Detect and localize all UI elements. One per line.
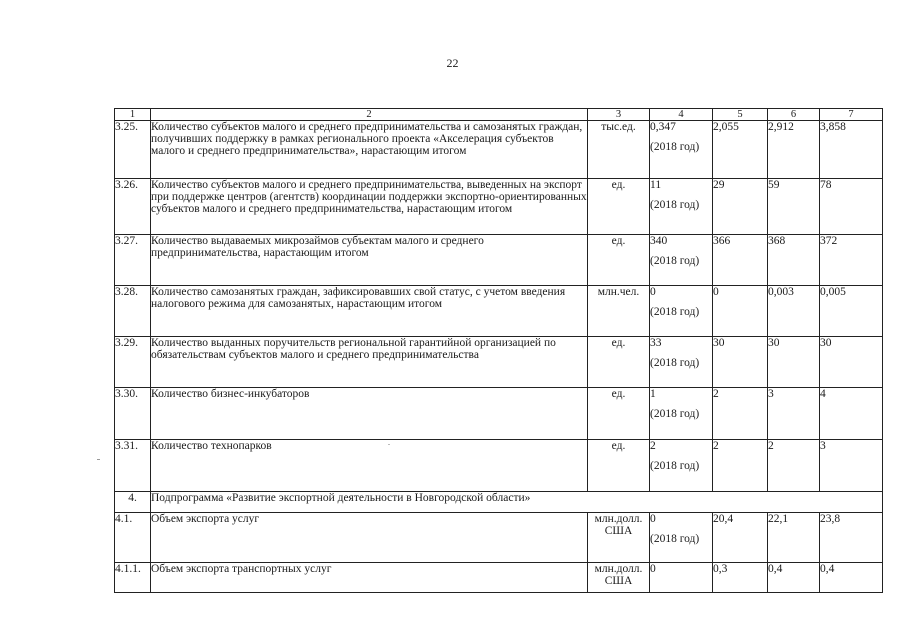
base-year: (2018 год)	[650, 141, 700, 153]
value-col6: 3	[768, 388, 820, 440]
value-col7: 0,4	[820, 563, 883, 593]
base-year: (2018 год)	[650, 460, 700, 472]
base-value-cell	[650, 179, 713, 235]
value-col7: 0,005	[820, 286, 883, 337]
value-col7: 4	[820, 388, 883, 440]
column-number: 4	[650, 109, 713, 121]
value-col5: 0	[713, 286, 768, 337]
row-number: 3.30.	[115, 388, 151, 440]
unit: ед.	[588, 440, 650, 492]
base-value: 340	[650, 235, 668, 247]
value-col5: 29	[713, 179, 768, 235]
table-row	[115, 440, 883, 492]
unit: ед.	[588, 179, 650, 235]
base-value: 0	[650, 513, 656, 525]
value-col7: 23,8	[820, 513, 883, 563]
base-value: 11	[650, 179, 662, 191]
base-year: (2018 год)	[650, 357, 700, 369]
base-value-cell	[650, 235, 713, 286]
base-value: 1	[650, 388, 656, 400]
value-col7: 3,858	[820, 121, 883, 179]
value-col7: 30	[820, 337, 883, 388]
row-number: 3.26.	[115, 179, 151, 235]
indicator-name: Количество субъектов малого и среднего предпринимательства, выведенных на экспорт при поддержке центров (агентств) координации поддержки экспортно-ориентированных субъектов малого и среднего предпринимательства, нарастающим итогом	[151, 179, 588, 235]
value-col6: 59	[768, 179, 820, 235]
indicator-name: Количество выдаваемых микрозаймов субъектам малого и среднего предпринимательства, нарастающим итогом	[151, 235, 588, 286]
row-number: 3.29.	[115, 337, 151, 388]
column-number: 3	[588, 109, 650, 121]
unit: млн.долл. США	[588, 563, 650, 593]
value-col5: 366	[713, 235, 768, 286]
value-col5: 30	[713, 337, 768, 388]
base-value-cell	[650, 513, 713, 563]
row-number: 4.1.	[115, 513, 151, 563]
row-number: 3.25.	[115, 121, 151, 179]
scan-mark	[388, 444, 390, 445]
unit: млн.долл. США	[588, 513, 650, 563]
value-col6: 30	[768, 337, 820, 388]
subprogram-row	[115, 492, 883, 513]
value-col6: 368	[768, 235, 820, 286]
unit: ед.	[588, 337, 650, 388]
base-year: (2018 год)	[650, 408, 700, 420]
table-row	[115, 513, 883, 563]
base-year: (2018 год)	[650, 255, 700, 267]
table-row	[115, 388, 883, 440]
base-value: 0,347	[650, 121, 676, 133]
value-col6: 0,4	[768, 563, 820, 593]
value-col7: 372	[820, 235, 883, 286]
value-col6: 2	[768, 440, 820, 492]
table-row	[115, 121, 883, 179]
base-value-cell	[650, 121, 713, 179]
table-row	[115, 337, 883, 388]
row-number: 4.1.1.	[115, 563, 151, 593]
column-number: 6	[768, 109, 820, 121]
subprogram-number: 4.	[115, 492, 151, 513]
base-value-cell	[650, 563, 713, 593]
unit: ед.	[588, 235, 650, 286]
value-col7: 78	[820, 179, 883, 235]
base-year: (2018 год)	[650, 306, 700, 318]
base-value-cell	[650, 286, 713, 337]
indicator-name: Объем экспорта услуг	[151, 513, 588, 563]
row-number: 3.28.	[115, 286, 151, 337]
indicator-name: Количество технопарков	[151, 440, 588, 492]
page-number: 22	[446, 56, 459, 70]
unit: тыс.ед.	[588, 121, 650, 179]
table-row	[115, 179, 883, 235]
indicators-table	[114, 108, 883, 593]
row-number: 3.31.	[115, 440, 151, 492]
column-number-row	[115, 109, 883, 121]
scan-mark	[97, 459, 100, 460]
column-number: 1	[115, 109, 151, 121]
value-col6: 2,912	[768, 121, 820, 179]
unit: млн.чел.	[588, 286, 650, 337]
table-row	[115, 235, 883, 286]
value-col5: 0,3	[713, 563, 768, 593]
base-value: 33	[650, 337, 662, 349]
base-value-cell	[650, 440, 713, 492]
base-value: 0	[650, 286, 656, 298]
value-col5: 20,4	[713, 513, 768, 563]
subprogram-title: Подпрограмма «Развитие экспортной деятельности в Новгородской области»	[151, 492, 883, 513]
value-col5: 2	[713, 440, 768, 492]
value-col7: 3	[820, 440, 883, 492]
indicator-name: Количество выданных поручительств региональной гарантийной организацией по обязательствам субъектов малого и среднего предпринимательства	[151, 337, 588, 388]
base-year: (2018 год)	[650, 199, 700, 211]
indicator-name: Количество субъектов малого и среднего предпринимательства и самозанятых граждан, получивших поддержку в рамках регионального проекта «Акселерация субъектов малого и среднего предпринимательства», нарастающим итогом	[151, 121, 588, 179]
indicator-name: Объем экспорта транспортных услуг	[151, 563, 588, 593]
indicator-name: Количество самозанятых граждан, зафиксировавших свой статус, с учетом введения налогового режима для самозанятых, нарастающим итогом	[151, 286, 588, 337]
column-number: 7	[820, 109, 883, 121]
value-col5: 2	[713, 388, 768, 440]
column-number: 2	[151, 109, 588, 121]
base-value: 0	[650, 563, 656, 575]
table-row	[115, 286, 883, 337]
table-row	[115, 563, 883, 593]
value-col6: 22,1	[768, 513, 820, 563]
base-value-cell	[650, 337, 713, 388]
value-col6: 0,003	[768, 286, 820, 337]
column-number: 5	[713, 109, 768, 121]
base-value-cell	[650, 388, 713, 440]
base-value: 2	[650, 440, 656, 452]
indicator-name: Количество бизнес-инкубаторов	[151, 388, 588, 440]
unit: ед.	[588, 388, 650, 440]
base-year: (2018 год)	[650, 533, 700, 545]
row-number: 3.27.	[115, 235, 151, 286]
value-col5: 2,055	[713, 121, 768, 179]
